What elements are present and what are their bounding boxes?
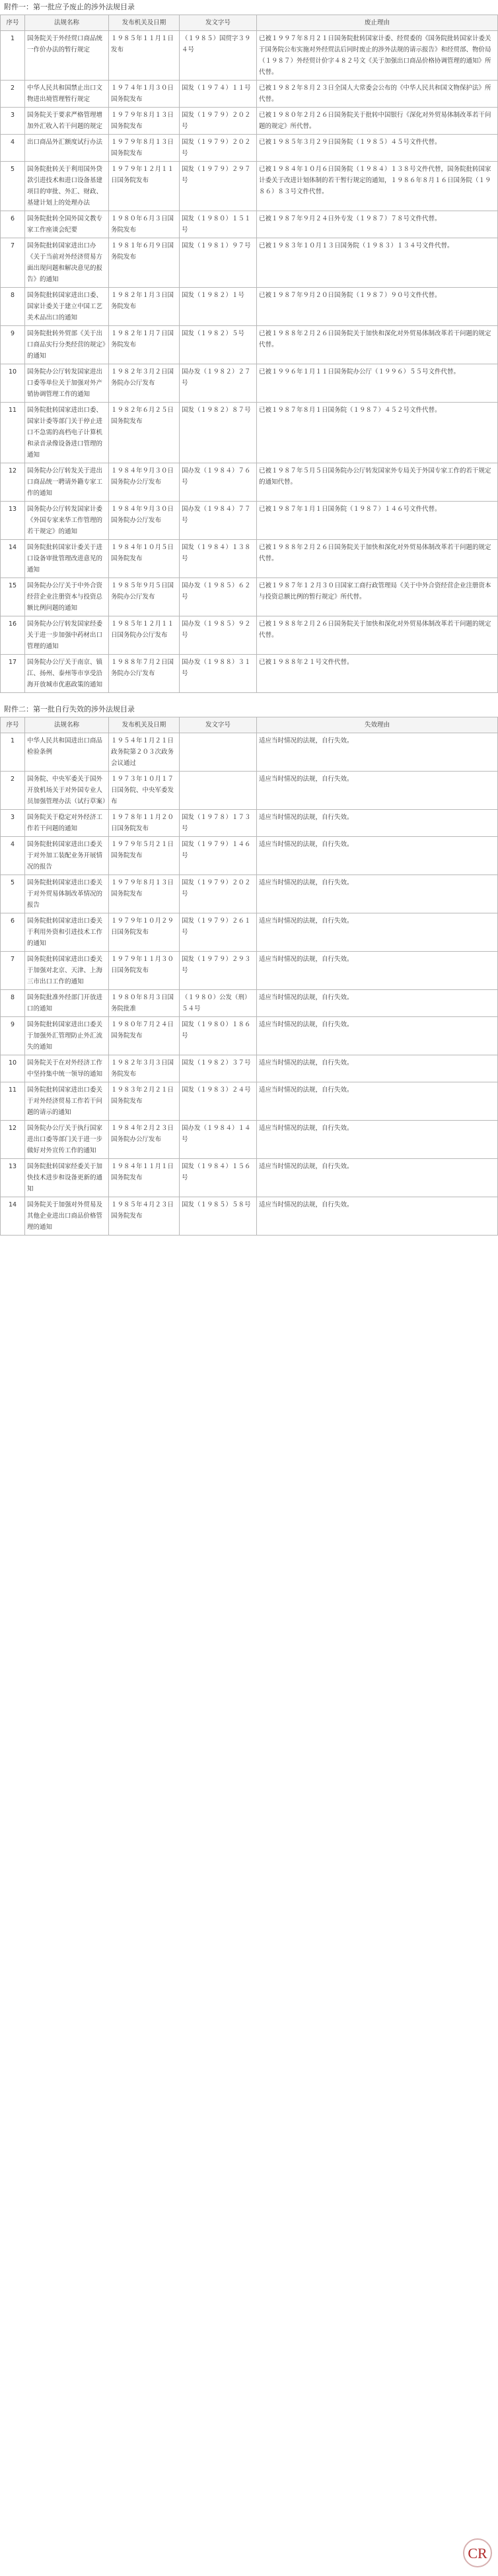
row-no: 7 [1,238,25,288]
row-date: １９７９年１２月１１日国务院发布 [109,162,180,211]
header-no: 序号 [1,717,25,733]
row-name: 国务院批转国家进出口委、国家计委等部门关于停止进口不急需的高档电子计算机和录音录像设备进口管理的通知 [25,403,109,463]
row-name: 国务院批转国家进出口委关于加强对北京、天津、上海三市出口工作的通知 [25,952,109,990]
row-reason: 已被１９８７年５月５日国务院办公厅转发国家外专局关于外国专家工作的若干规定的通知代替。 [257,463,498,502]
row-no: 11 [1,1082,25,1121]
row-date: １９８８年７月２日国务院办公厅发布 [109,655,180,693]
row-name: 国务院批转国家计委关于进口设备审批管理改进意见的通知 [25,540,109,578]
row-name: 国务院关于稳定对外经济工作若干问题的通知 [25,810,109,837]
row-date: １９８０年８月３日国务院批准 [109,990,180,1017]
section2-header-row [1,717,498,733]
row-date: １９５４年１月２１日政务院第２０３次政务会议通过 [109,733,180,772]
row-no: 14 [1,540,25,578]
row-date: １９８５年１２月１１日国务院办公厅发布 [109,616,180,655]
row-name: 出口商品外汇额度试行办法 [25,135,109,162]
row-date: １９８４年１１月１日国务院发布 [109,1159,180,1197]
row-reason: 已被１９８７年９月２４日外专发（１９８７）７８号文件代替。 [257,211,498,238]
row-no: 1 [1,31,25,81]
table-row [1,540,498,578]
row-date: １９８０年６月３日国务院发布 [109,211,180,238]
header-name: 法规名称 [25,717,109,733]
table-row [1,162,498,211]
row-no: 12 [1,463,25,502]
row-no: 15 [1,578,25,616]
row-reason: 已被１９８７年１２月３０日国家工商行政管理局《关于中外合资经营企业注册资本与投资总额比例的暂行规定》所代替。 [257,578,498,616]
row-no: 6 [1,211,25,238]
row-date: １９７８年１１月２０日国务院发布 [109,810,180,837]
row-date: １９７９年８月１３日国务院发布 [109,135,180,162]
row-date: １９７９年１０月２９日国务院发布 [109,913,180,952]
row-no: 3 [1,108,25,135]
row-reason: 适应当时情况的法规，自行失效。 [257,837,498,875]
table-row [1,1055,498,1082]
row-date: １９８５年４月２３日国务院发布 [109,1197,180,1236]
header-reason: 废止理由 [257,15,498,31]
row-doc: 国办发（１９８４）７６号 [180,463,257,502]
row-date: １９８４年９月３０日国务院办公厅发布 [109,502,180,540]
row-name: 国务院批转国家进出口委、国家计委关于建立中国工艺美术品出口的通知 [25,288,109,326]
row-name: 国务院关于要求严格管理增加外汇收入若干问题的规定 [25,108,109,135]
row-no: 12 [1,1121,25,1159]
table-row [1,1159,498,1197]
row-doc: 国办发（１９８５）９２号 [180,616,257,655]
row-doc: 国发（１９８４）１３８号 [180,540,257,578]
table-row [1,108,498,135]
row-name: 国务院关于加强对外贸易及其他企业进出口商品价格管理的通知 [25,1197,109,1236]
row-no: 9 [1,1017,25,1055]
row-name: 国务院办公厅关于南京、镇江、扬州、泰州等市享受沿海开放城市优惠政策的通知 [25,655,109,693]
row-name: 国务院办公厅转发关于进出口商品统一聘请外籍专家工作的通知 [25,463,109,502]
row-doc: 国发（１９７９）２９３号 [180,952,257,990]
row-date: １９８２年６月２５日国务院发布 [109,403,180,463]
row-no: 13 [1,1159,25,1197]
header-date: 发布机关及日期 [109,717,180,733]
row-doc: 国发（１９７９）２０２号 [180,875,257,913]
row-reason: 适应当时情况的法规，自行失效。 [257,952,498,990]
table-row [1,81,498,108]
table-row [1,1017,498,1055]
table-row [1,463,498,502]
section1-title: 附件一：第一批应予废止的涉外法规目录 [4,3,135,11]
row-doc: 国发（１９７９）２９７号 [180,162,257,211]
row-name: 国务院关于外经贸口商品统一作价办法的暂行规定 [25,31,109,81]
row-doc: 国发（１９８０）１５１号 [180,211,257,238]
row-no: 1 [1,733,25,772]
row-doc: 国发（１９７９）１４６号 [180,837,257,875]
section1-header-row [1,15,498,31]
row-name: 国务院批转国家进出口委关于对外加工装配业务开展情况的报告 [25,837,109,875]
row-name: 国务院办公厅关于执行国家进出口委等部门关于进一步做好对外宣传工作的通知 [25,1121,109,1159]
row-reason: 适应当时情况的法规，自行失效。 [257,990,498,1017]
row-no: 2 [1,772,25,810]
row-reason: 适应当时情况的法规，自行失效。 [257,1159,498,1197]
row-name: 国务院办公厅转发国家计委《外国专家来华工作管理的若干规定》的通知 [25,502,109,540]
table-row [1,288,498,326]
row-doc: 国办发（１９８８）３１号 [180,655,257,693]
table-row [1,913,498,952]
row-name: 国务院批转全国外国文教专家工作座谈会纪要 [25,211,109,238]
row-no: 8 [1,990,25,1017]
row-name: 国务院批转国家进出口委关于对外贸易体制改革情况的报告 [25,875,109,913]
row-no: 3 [1,810,25,837]
row-date: １９８２年１月７日国务院发布 [109,326,180,364]
row-no: 2 [1,81,25,108]
row-reason: 已被１９８０年２月２６日国务院关于批转中国银行《深化对外贸易体制改革若干问题的规定》所代替。 [257,108,498,135]
row-name: 国务院批转国家进出口办《关于当前对外经济贸易方面出现问题和解决意见的报告》的通知 [25,238,109,288]
row-name: 国务院批转国家经委关于加快技术进步和设备更新的通知 [25,1159,109,1197]
row-no: 10 [1,1055,25,1082]
table-row [1,211,498,238]
row-doc: 国发（１９８２）８７号 [180,403,257,463]
row-doc: 国发（１９８２）１号 [180,288,257,326]
row-date: １９８１年６月９日国务院发布 [109,238,180,288]
row-name: 国务院批转关于利用国外贷款引进技术和进口设备基建项目的审批、外汇、财政、基建计划上的处理办法 [25,162,109,211]
table-row [1,364,498,403]
row-date: １９７９年８月１３日国务院发布 [109,108,180,135]
table-row [1,1197,498,1236]
row-doc: 国办发（１９８２）２７号 [180,364,257,403]
row-doc: 国发（１９８２）５号 [180,326,257,364]
row-doc: （１９８０）公发（刑）５４号 [180,990,257,1017]
row-no: 14 [1,1197,25,1236]
row-date: １９８５年１１月１日发布 [109,31,180,81]
row-name: 中华人民共和国进出口商品检验条例 [25,733,109,772]
row-reason: 已被１９８７年１月１日国务院（１９８７）１４６号文件代替。 [257,502,498,540]
table-row [1,772,498,810]
header-reason: 失效理由 [257,717,498,733]
row-reason: 已被１９８８年２月２６日国务院关于加快和深化对外贸易体制改革若干问题的规定代替。 [257,616,498,655]
row-date: １９８０年７月２４日国务院发布 [109,1017,180,1055]
row-doc: （１９８５）国贸字３９４号 [180,31,257,81]
row-date: １９７９年１１月３０日国务院发布 [109,952,180,990]
row-name: 国务院关于在对外经济工作中坚持集中统一领导的通知 [25,1055,109,1082]
table-row [1,403,498,463]
row-reason: 已被１９８５年３月２９日国务院（１９８５）４５号文件代替。 [257,135,498,162]
row-no: 10 [1,364,25,403]
row-reason: 适应当时情况的法规，自行失效。 [257,1017,498,1055]
row-reason: 已被１９９７年８月２１日国务院批转国家计委、经贸委的《国务院批转国家计委关于国务院公布实施对外经贸法后同时废止的涉外法规的请示报告》和经贸部、物价局（１９８７）外经贸计价字４８２号文《关于加强出口商品价格协调管理的通知》所代替。 [257,31,498,81]
table-row [1,1082,498,1121]
table-row [1,990,498,1017]
row-date: １９８４年２月２３日国务院办公厅发布 [109,1121,180,1159]
table-row [1,952,498,990]
header-doc: 发文字号 [180,15,257,31]
table-row [1,135,498,162]
row-reason: 适应当时情况的法规，自行失效。 [257,772,498,810]
row-reason: 已被１９８８年２月２６日国务院关于加快和深化对外贸易体制改革若干问题的规定代替。 [257,326,498,364]
row-reason: 已被１９８８年２１号文件代替。 [257,655,498,693]
row-reason: 已被１９８４年１０月６日国务院（１９８４）１３８号文件代替，国务院批转国家计委关于改进计划体制的若干暂行规定的通知，１９８６年８月１６日国务院（１９８６）８３号文件代替。 [257,162,498,211]
row-name: 国务院办公厅转发国家经委关于进一步加强中药材出口管理的通知 [25,616,109,655]
row-reason: 已被１９９６年１月１１日国务院办公厅（１９９６）５５号文件代替。 [257,364,498,403]
row-name: 国务院办公厅关于中外合资经营企业注册资本与投资总额比例问题的通知 [25,578,109,616]
table-row [1,502,498,540]
row-date: １９７４年１月３０日国务院发布 [109,81,180,108]
row-reason: 适应当时情况的法规，自行失效。 [257,810,498,837]
watermark-logo [462,2535,493,2571]
table-row [1,326,498,364]
row-reason: 适应当时情况的法规，自行失效。 [257,913,498,952]
row-name: 国务院批准外经部门开放进口的通知 [25,990,109,1017]
row-no: 13 [1,502,25,540]
table-row [1,238,498,288]
row-no: 17 [1,655,25,693]
table-row [1,1121,498,1159]
section1-body [1,31,498,693]
table-row [1,810,498,837]
row-doc: 国办发（１９８５）６２号 [180,578,257,616]
row-reason: 适应当时情况的法规，自行失效。 [257,1055,498,1082]
row-reason: 适应当时情况的法规，自行失效。 [257,1121,498,1159]
row-name: 国务院批转国家进出口委关于对外经济贸易工作若干问题的请示的通知 [25,1082,109,1121]
row-date: １９８３年２月２１日国务院发布 [109,1082,180,1121]
row-doc: 国发（１９８０）１８６号 [180,1017,257,1055]
header-date: 发布机关及日期 [109,15,180,31]
row-doc: 国发（１９７９）２０２号 [180,108,257,135]
row-doc: 国发（１９８５）５８号 [180,1197,257,1236]
row-date: １９８５年９月５日国务院办公厅发布 [109,578,180,616]
section2-table [0,717,498,1236]
row-doc: 国发（１９８４）１５６号 [180,1159,257,1197]
row-date: １９８４年１０月５日国务院发布 [109,540,180,578]
row-name: 国务院批转国家进出口委关于利用外资和引进技术工作的通知 [25,913,109,952]
section1-table [0,15,498,693]
row-no: 16 [1,616,25,655]
row-reason: 适应当时情况的法规，自行失效。 [257,1082,498,1121]
section2-title: 附件二：第一批自行失效的涉外法规目录 [4,705,135,713]
row-doc: 国发（１９７９）２０２号 [180,135,257,162]
table-row [1,733,498,772]
header-no: 序号 [1,15,25,31]
row-name: 国务院、中央军委关于国外开放机场关于对外国专业人员加强管理办法（试行草案） [25,772,109,810]
table-row [1,875,498,913]
row-name: 中华人民共和国禁止出口文物进出境管理暂行规定 [25,81,109,108]
row-doc: 国发（１９８２）３７号 [180,1055,257,1082]
row-reason: 已被１９８７年９月２０日国务院（１９８７）９０号文件代替。 [257,288,498,326]
row-no: 4 [1,837,25,875]
row-no: 11 [1,403,25,463]
row-name: 国务院批转外贸部《关于出口商品实行分类经营的规定》的通知 [25,326,109,364]
row-no: 5 [1,875,25,913]
section2-body [1,733,498,1236]
row-doc: 国发（１９７４）１１号 [180,81,257,108]
row-reason: 已被１９８７年８月１日国务院（１９８７）４５２号文件代替。 [257,403,498,463]
row-reason: 适应当时情况的法规，自行失效。 [257,875,498,913]
row-date: １９８４年９月３０日国务院办公厅发布 [109,463,180,502]
row-date: １９８２年３月３日国务院发布 [109,1055,180,1082]
row-date: １９７９年５月２１日国务院发布 [109,837,180,875]
row-no: 9 [1,326,25,364]
watermark-text: CR [468,2545,487,2561]
row-no: 6 [1,913,25,952]
row-doc: 国发（１９８１）９７号 [180,238,257,288]
row-doc: 国办发（１９８４）１４号 [180,1121,257,1159]
header-name: 法规名称 [25,15,109,31]
table-row [1,616,498,655]
row-doc [180,772,257,810]
row-no: 5 [1,162,25,211]
row-no: 8 [1,288,25,326]
table-row [1,578,498,616]
row-reason: 已被１９８８年２月２６日国务院关于加快和深化对外贸易体制改革若干问题的规定代替。 [257,540,498,578]
row-reason: 已被１９８２年８月２３日全国人大常委会公布的《中华人民共和国文物保护法》所代替。 [257,81,498,108]
row-no: 4 [1,135,25,162]
row-doc [180,733,257,772]
header-doc: 发文字号 [180,717,257,733]
row-name: 国务院办公厅转发国家进出口委等单位关于加强对外产销协调管理工作的通知 [25,364,109,403]
row-reason: 已被１９８３年１０月１３日国务院（１９８３）１３４号文件代替。 [257,238,498,288]
row-date: １９７３年１０月１７日国务院、中央军委发布 [109,772,180,810]
row-name: 国务院批转国家进出口委关于加强外汇管理防止外汇流失的通知 [25,1017,109,1055]
row-reason: 适应当时情况的法规，自行失效。 [257,1197,498,1236]
row-no: 7 [1,952,25,990]
row-doc: 国办发（１９８４）７７号 [180,502,257,540]
table-row [1,837,498,875]
row-date: １９７９年８月１３日国务院发布 [109,875,180,913]
table-row [1,31,498,81]
row-date: １９８２年３月２日国务院办公厅发布 [109,364,180,403]
row-reason: 适应当时情况的法规，自行失效。 [257,733,498,772]
row-doc: 国发（１９７９）２６１号 [180,913,257,952]
row-doc: 国发（１９８３）２４号 [180,1082,257,1121]
table-row [1,655,498,693]
row-doc: 国发（１９７８）１７３号 [180,810,257,837]
row-date: １９８２年１月３日国务院发布 [109,288,180,326]
